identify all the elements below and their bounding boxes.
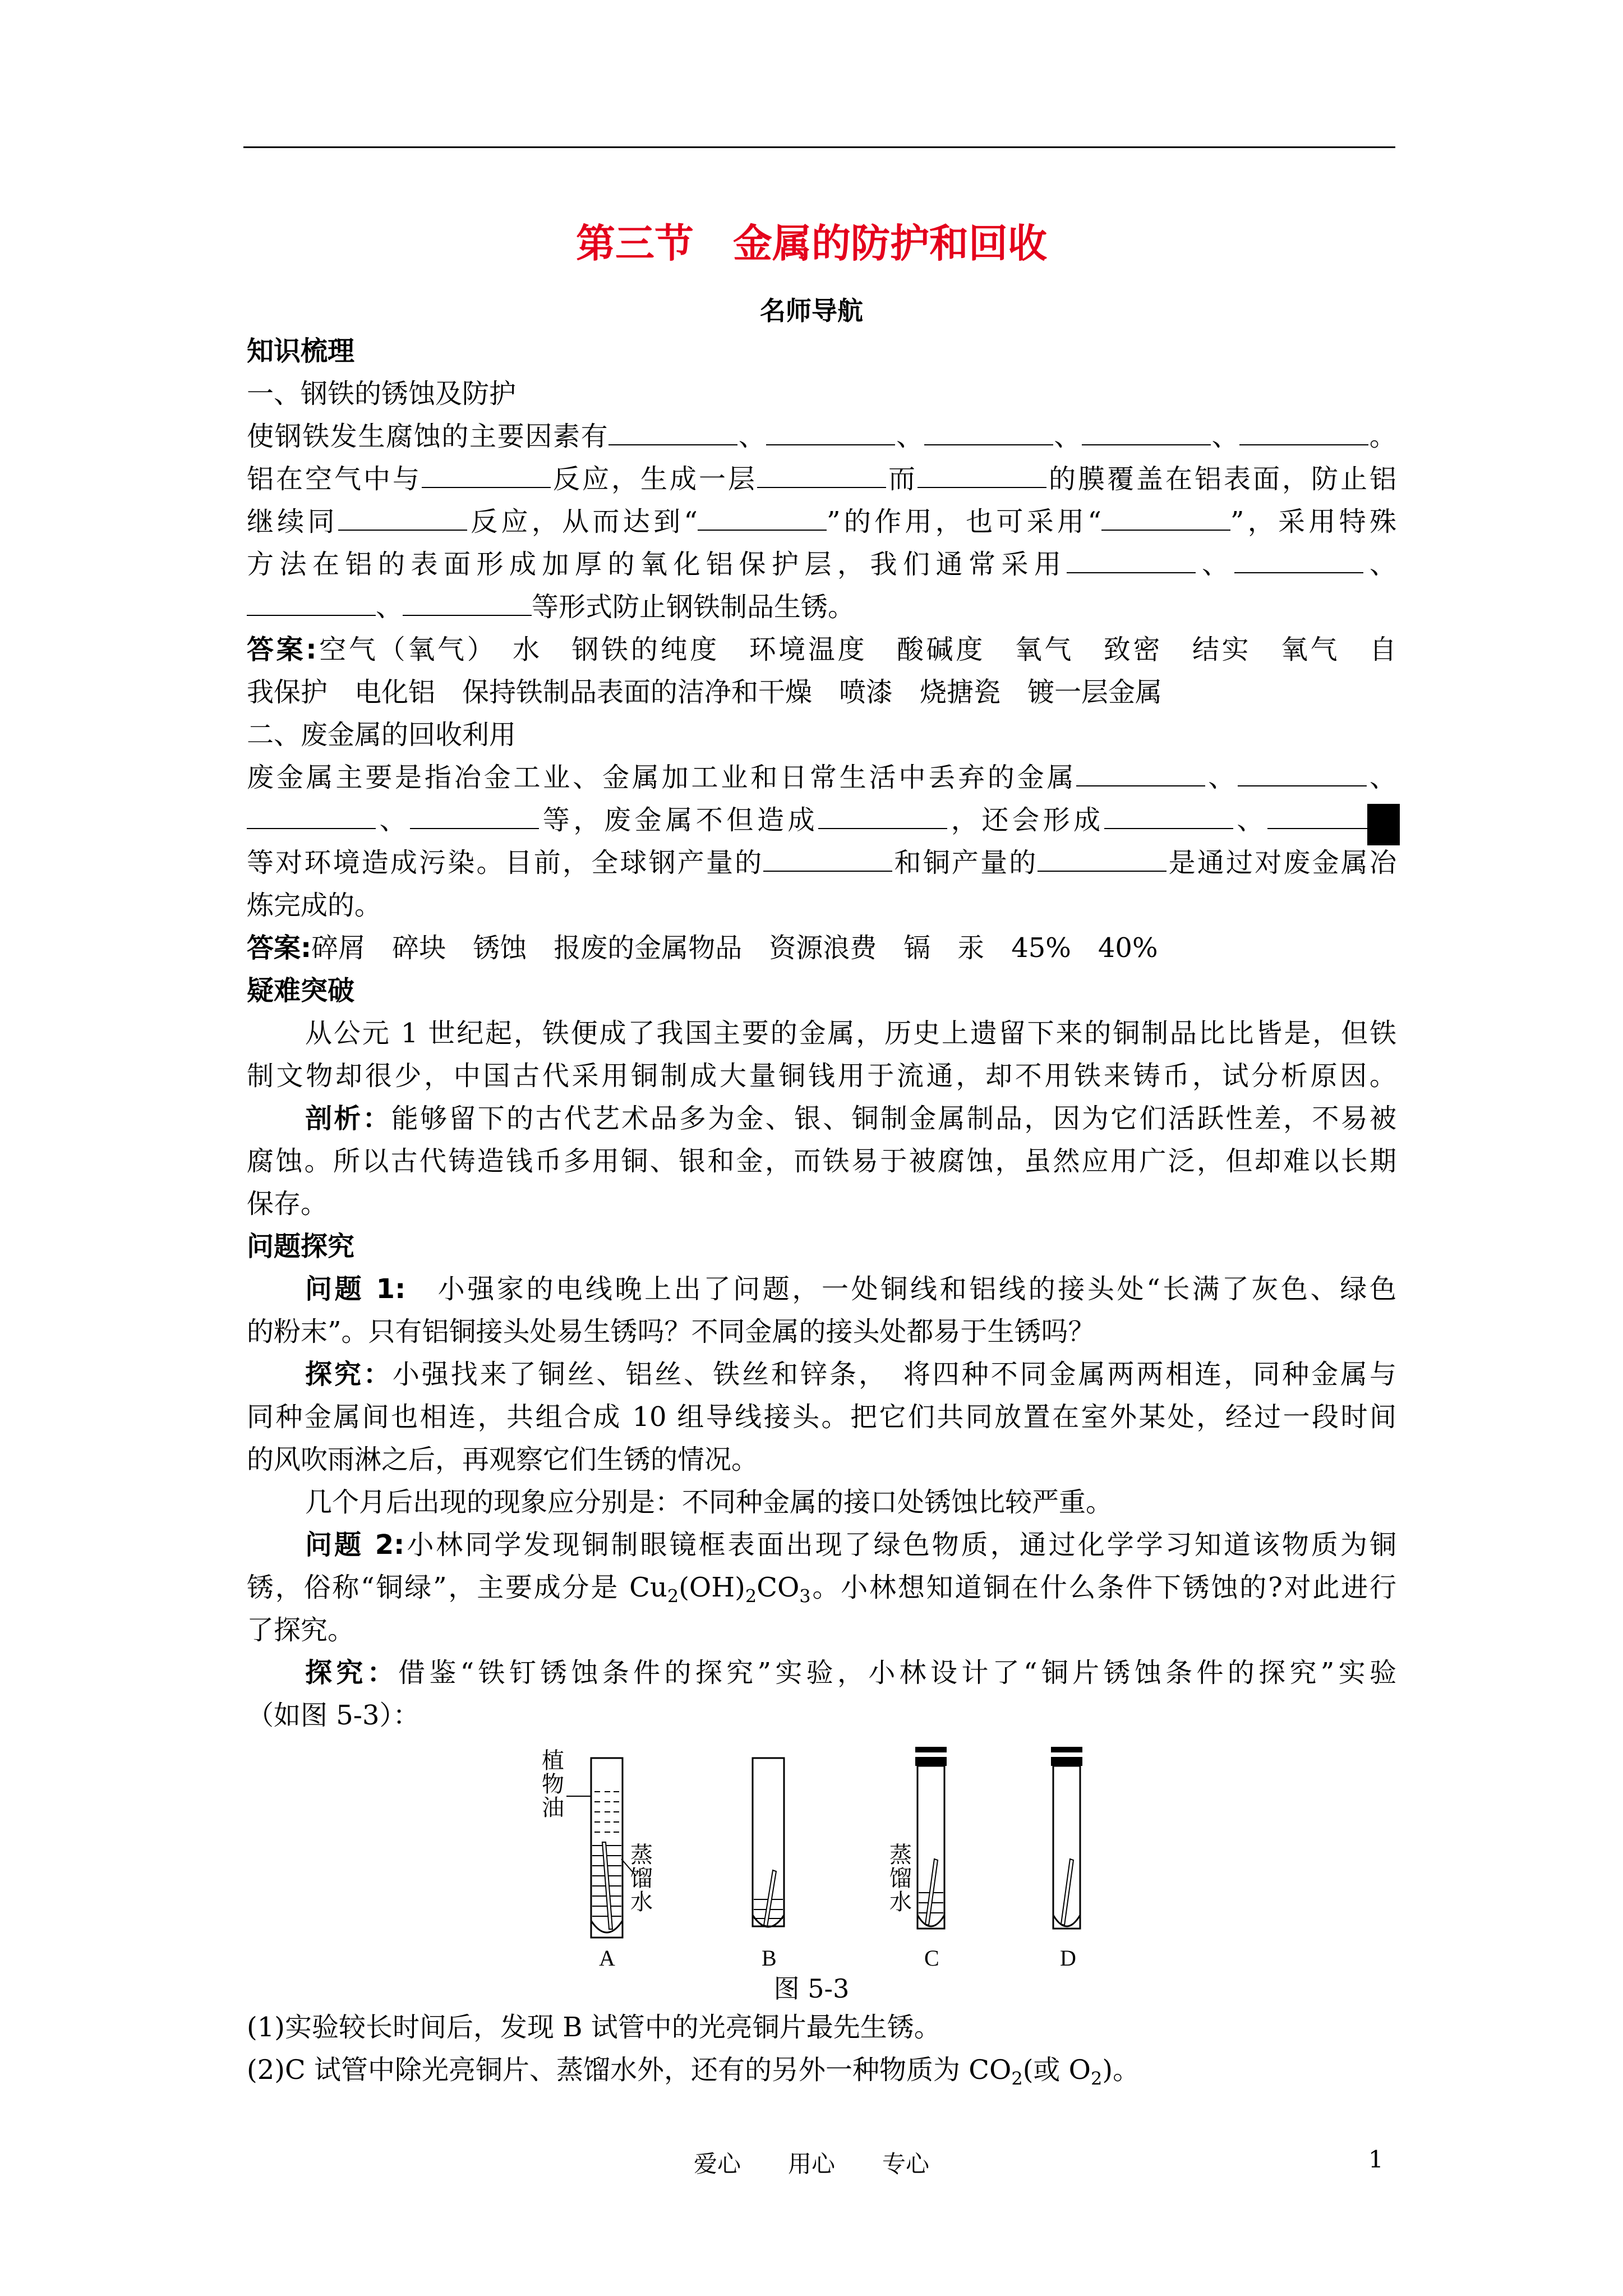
heading-knowledge: 知识梳理 (247, 335, 355, 367)
tube-label: B (762, 1945, 777, 1971)
answer-blank (766, 420, 895, 445)
answer-blank (1082, 420, 1211, 445)
answer-blank (1038, 846, 1166, 872)
tube-label: D (1060, 1945, 1076, 1971)
result-line: (1)实验较长时间后，发现 B 试管中的光亮铜片最先生锈。 (247, 2012, 941, 2043)
heading-inquiry: 问题探究 (247, 1231, 355, 1262)
tube-label: C (924, 1945, 939, 1971)
oil-label-char: 物 (542, 1772, 564, 1797)
answer-blank (1238, 761, 1367, 786)
oil-label-char: 植 (542, 1748, 564, 1773)
figure-caption: 图 5-3 (773, 1973, 850, 2004)
answer-blank (1076, 761, 1205, 786)
question-line: 废金属主要是指冶金工业、金属加工业和日常生活中丢弃的金属 、 、 (247, 762, 1396, 793)
water-label-char: 馏 (630, 1866, 653, 1891)
page-title: 第三节 金属的防护和回收 (576, 220, 1047, 266)
answer-line: 我保护 电化铝 保持铁制品表面的洁净和干燥 喷漆 烧搪瓷 镀一层金属 (247, 677, 1163, 708)
paragraph-line: 的粉末”。只有铝铜接头处易生锈吗？不同金属的接头处都易于生锈吗？ (247, 1316, 1095, 1347)
paragraph-line: 制文物却很少，中国古代采用铜制成大量铜钱用于流通，却不用铁来铸币，试分析原因。 (247, 1060, 1396, 1092)
answer-blank (818, 803, 947, 829)
water-label-char: 蒸 (630, 1842, 653, 1867)
page-footer: 爱心 用心 专心 (693, 2150, 929, 2178)
answer-blank (763, 846, 892, 872)
water-label-char: 馏 (889, 1866, 912, 1891)
analysis-line: 剖析：能够留下的古代艺术品多为金、银、铜制金属制品，因为它们活跃性差，不易被 (305, 1103, 1396, 1134)
question-line: 、 等，废金属不但造成 ，还会形成 、 (247, 799, 1396, 841)
answer-blank (757, 462, 886, 488)
answer-blank (1239, 420, 1368, 445)
section-subtitle: 名师导航 (760, 296, 863, 326)
question-line: 使钢铁发生腐蚀的主要因素有 、 、 、 、 。 (247, 421, 1396, 452)
question-2-line: 问题 2:小林同学发现铜制眼镜框表面出现了绿色物质，通过化学学习知道该物质为铜 (305, 1529, 1396, 1561)
answer-blank (1101, 505, 1230, 531)
answer-blank (247, 803, 376, 829)
paragraph-line: 几个月后出现的现象应分别是：不同种金属的接口处锈蚀比较严重。 (305, 1487, 1113, 1518)
paragraph-line: （如图 5-3）： (247, 1700, 420, 1731)
paragraph-line: 腐蚀。所以古代铸造钱币多用铜、银和金，而铁易于被腐蚀，虽然应用广泛，但却难以长期 (247, 1145, 1396, 1177)
result-line: (2)C 试管中除光亮铜片、蒸馏水外，还有的另外一种物质为 $CO_2$(或 $O_2$)。 (247, 2054, 1140, 2090)
water-label-char: 水 (630, 1889, 653, 1915)
answer-blank (1104, 803, 1233, 829)
paragraph-line: 的风吹雨淋之后，再观察它们生锈的情况。 (247, 1444, 759, 1475)
question-line: 方法在铝的表面形成加厚的氧化铝保护层，我们通常采用 、 、 (247, 549, 1396, 580)
question-1-line: 问题 1: 小强家的电线晚上出了问题，一处铜线和铝线的接头处“长满了灰色、绿色 (305, 1273, 1396, 1305)
question-line: 、 等形式防止钢铁制品生锈。 (247, 586, 1396, 628)
water-label-char: 水 (889, 1889, 912, 1915)
answer-blank (1234, 547, 1363, 573)
tube-a (566, 1758, 636, 1938)
explore-line: 探究：借鉴“铁钉锈蚀条件的探究”实验，小林设计了“铜片锈蚀条件的探究”实验 (305, 1657, 1396, 1688)
answer-blank (917, 462, 1046, 488)
paragraph-line: 保存。 (247, 1188, 328, 1220)
oil-label-char: 油 (542, 1795, 564, 1820)
test-tube-figure (526, 1736, 1132, 1971)
header-rule (243, 146, 1395, 148)
answer-blank (247, 590, 376, 616)
part1-heading: 一、钢铁的锈蚀及防护 (247, 378, 517, 409)
answer-line: 答案:碎屑 碎块 锈蚀 报废的金属物品 资源浪费 镉 汞 45% 40% (247, 932, 1158, 964)
part2-heading: 二、废金属的回收利用 (247, 719, 517, 751)
explore-line: 探究：小强找来了铜丝、铝丝、铁丝和锌条， 将四种不同金属两两相连，同种金属与 (305, 1359, 1396, 1390)
answer-blank (698, 505, 827, 531)
question-line: 炼完成的。 (247, 890, 382, 921)
answer-line: 答案:空气（氧气） 水 钢铁的纯度 环境温度 酸碱度 氧气 致密 结实 氧气 自 (247, 634, 1396, 665)
tube-b (753, 1758, 784, 1927)
page-number: 1 (1368, 2146, 1384, 2173)
redaction-box (1367, 804, 1400, 845)
answer-blank (422, 462, 551, 488)
question-line: 等对环境造成污染。目前，全球钢产量的 和铜产量的 是通过对废金属冶 (247, 847, 1396, 878)
tube-d (1051, 1747, 1082, 1929)
paragraph-line: 从公元 1 世纪起，铁便成了我国主要的金属，历史上遗留下来的铜制品比比皆是，但铁 (305, 1018, 1396, 1049)
heading-difficulty: 疑难突破 (247, 975, 355, 1006)
answer-blank (410, 803, 539, 829)
paragraph-line: 锈，俗称“铜绿”，主要成分是 $Cu_2(OH)_2CO_3$。小林想知道铜在什么条件下锈蚀的?对此进行 (247, 1572, 1396, 1607)
question-line: 继续同 反应，从而达到“ ”的作用，也可采用“ ”，采用特殊 (247, 506, 1396, 537)
paragraph-line: 了探究。 (247, 1614, 355, 1646)
water-label-char: 蒸 (889, 1842, 912, 1867)
answer-blank (924, 420, 1053, 445)
answer-blank (338, 505, 467, 531)
tube-label: A (599, 1945, 615, 1971)
paragraph-line: 同种金属间也相连，共组合成 10 组导线接头。把它们共同放置在室外某处，经过一段时间 (247, 1401, 1396, 1433)
answer-blank (608, 420, 737, 445)
answer-blank (403, 590, 532, 616)
question-line: 铝在空气中与 反应，生成一层 而 的膜覆盖在铝表面，防止铝 (247, 463, 1396, 495)
answer-blank (1067, 547, 1196, 573)
tube-c (915, 1747, 947, 1929)
